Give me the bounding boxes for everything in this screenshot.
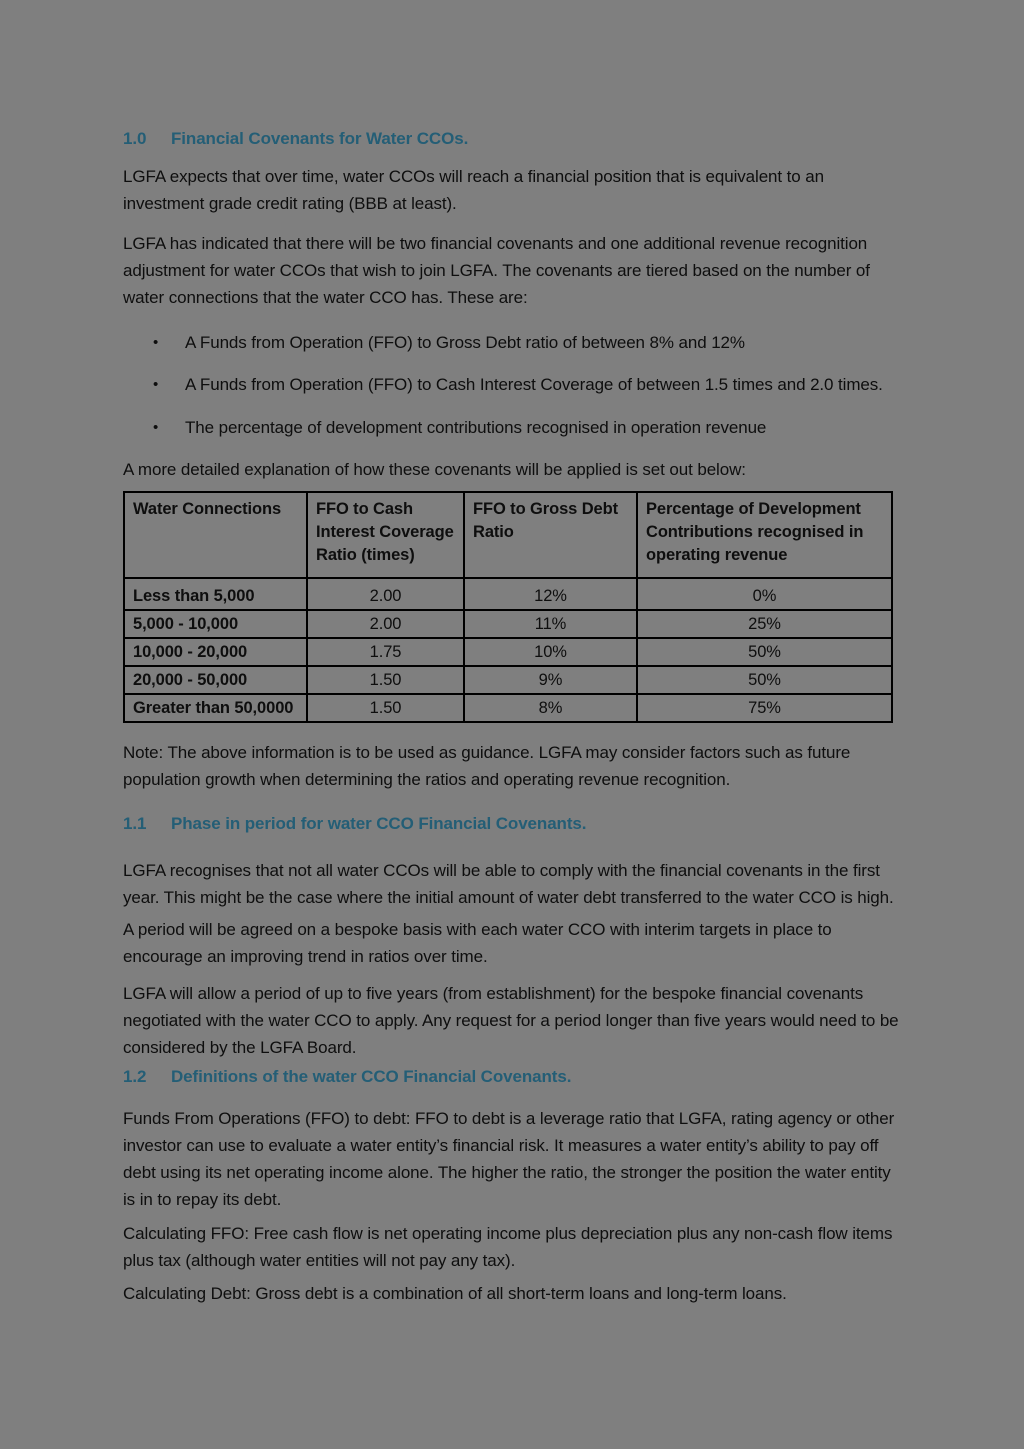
cell-dev-contribution-pct: 50%	[637, 666, 892, 694]
paragraph-phase-in-2: A period will be agreed on a bespoke basis with each water CCO with interim targets in place to encourage an improving trend in ratios over time.	[123, 920, 832, 966]
cell-debt-ratio: 8%	[464, 694, 637, 722]
col-header-dev-contributions: Percentage of Development Contributions recognised in operating revenue	[637, 492, 892, 578]
bullet-item	[153, 371, 902, 398]
bullet-item	[153, 329, 902, 356]
bullet-item	[153, 414, 902, 441]
cell-connections: 20,000 - 50,000	[124, 666, 307, 694]
heading-number: 1.0	[123, 129, 147, 148]
heading-number: 1.2	[123, 1067, 147, 1086]
section-heading-1-2	[123, 1063, 902, 1090]
cell-connections: 10,000 - 20,000	[124, 638, 307, 666]
heading-title: Phase in period for water CCO Financial Covenants.	[171, 814, 587, 833]
col-header-ffo-cash-interest: FFO to Cash Interest Coverage Ratio (times)	[307, 492, 464, 578]
covenant-bullet-list	[123, 329, 902, 441]
col-header-ffo-gross-debt: FFO to Gross Debt Ratio	[464, 492, 637, 578]
paragraph-table-lead-in: A more detailed explanation of how these covenants will be applied is set out below:	[123, 460, 746, 479]
cell-connections: 5,000 - 10,000	[124, 610, 307, 638]
paragraph-phase-in-3: LGFA will allow a period of up to five years (from establishment) for the bespoke financial covenants negotiated with the water CCO to apply. Any request for a period longer than five years would need to be considered by the LGFA Board.	[123, 984, 899, 1057]
paragraph-intro-1: LGFA expects that over time, water CCOs will reach a financial position that is equivalent to an investment grade credit rating (BBB at least).	[123, 167, 824, 213]
bullet-icon: •	[153, 334, 159, 351]
cell-dev-contribution-pct: 0%	[637, 578, 892, 610]
paragraph-intro-2: LGFA has indicated that there will be two financial covenants and one additional revenue recognition adjustment for water CCOs that wish to join LGFA. The covenants are tiered based on the number of water connections that the water CCO has. These are:	[123, 234, 870, 307]
paragraph-ffo-to-debt-definition: Funds From Operations (FFO) to debt: FFO to debt is a leverage ratio that LGFA, rating agency or other investor can use to evaluate a water entity’s financial risk. It measures a water entity’s ability to pay off debt using its net operating income alone. The higher the ratio, the stronger the position the water entity is in to repay its debt.	[123, 1109, 895, 1209]
cell-coverage-ratio: 1.75	[307, 638, 464, 666]
cell-debt-ratio: 9%	[464, 666, 637, 694]
covenants-table	[123, 491, 893, 723]
cell-coverage-ratio: 1.50	[307, 666, 464, 694]
cell-debt-ratio: 10%	[464, 638, 637, 666]
paragraph-calculating-debt: Calculating Debt: Gross debt is a combination of all short-term loans and long-term loans.	[123, 1284, 787, 1303]
bullet-text: A Funds from Operation (FFO) to Cash Interest Coverage of between 1.5 times and 2.0 times.	[185, 375, 883, 394]
cell-coverage-ratio: 2.00	[307, 610, 464, 638]
cell-debt-ratio: 12%	[464, 578, 637, 610]
table-row	[124, 694, 892, 722]
paragraph-phase-in-1: LGFA recognises that not all water CCOs will be able to comply with the financial covenants in the first year. This might be the case where the initial amount of water debt transferred to the water CCO is high.	[123, 861, 894, 907]
bullet-icon: •	[153, 376, 159, 393]
section-heading-1-0	[123, 125, 902, 152]
table-row	[124, 578, 892, 610]
heading-title: Definitions of the water CCO Financial Covenants.	[171, 1067, 572, 1086]
bullet-icon: •	[153, 419, 159, 436]
bullet-text: A Funds from Operation (FFO) to Gross Debt ratio of between 8% and 12%	[185, 333, 745, 352]
cell-debt-ratio: 11%	[464, 610, 637, 638]
table-row	[124, 638, 892, 666]
col-header-water-connections: Water Connections	[124, 492, 307, 578]
table-row	[124, 666, 892, 694]
cell-dev-contribution-pct: 25%	[637, 610, 892, 638]
heading-title: Financial Covenants for Water CCOs.	[171, 129, 469, 148]
paragraph-table-note: Note: The above information is to be used as guidance. LGFA may consider factors such as future population growth when determining the ratios and operating revenue recognition.	[123, 743, 851, 789]
cell-coverage-ratio: 2.00	[307, 578, 464, 610]
cell-dev-contribution-pct: 50%	[637, 638, 892, 666]
cell-coverage-ratio: 1.50	[307, 694, 464, 722]
cell-dev-contribution-pct: 75%	[637, 694, 892, 722]
cell-connections: Less than 5,000	[124, 578, 307, 610]
section-heading-1-1	[123, 810, 902, 837]
bullet-text: The percentage of development contributions recognised in operation revenue	[185, 418, 767, 437]
table-header-row	[124, 492, 892, 578]
cell-connections: Greater than 50,0000	[124, 694, 307, 722]
document-page	[123, 115, 902, 1307]
heading-number: 1.1	[123, 814, 147, 833]
table-row	[124, 610, 892, 638]
paragraph-calculating-ffo: Calculating FFO: Free cash flow is net operating income plus depreciation plus any non-cash flow items plus tax (although water entities will not pay any tax).	[123, 1224, 893, 1270]
